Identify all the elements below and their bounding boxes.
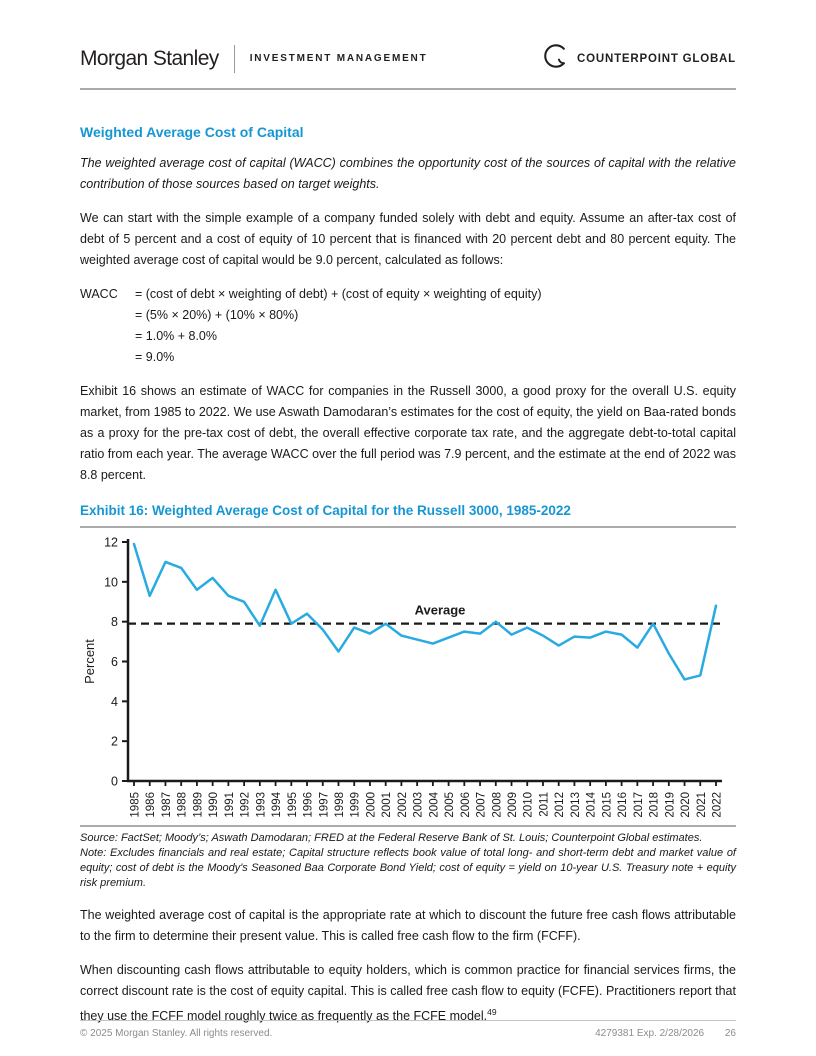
- page-footer: [80, 1020, 736, 1039]
- x-tick-label: 1998: [333, 792, 346, 818]
- x-tick-label: 1991: [223, 792, 236, 818]
- x-tick-label: 2010: [522, 792, 535, 818]
- x-tick-label: 1989: [192, 792, 205, 818]
- formula-line-4: = 9.0%: [135, 350, 175, 364]
- x-tick-label: 1987: [160, 792, 173, 818]
- formula-line-3: = 1.0% + 8.0%: [135, 329, 218, 343]
- x-tick-label: 1985: [129, 792, 142, 818]
- x-tick-label: 2009: [507, 792, 520, 818]
- lede-paragraph: The weighted average cost of capital (WACC) combines the opportunity cost of the sources of capital with the relative contribution of those sources based on target weights.: [80, 156, 736, 191]
- x-tick-label: 1996: [302, 792, 315, 818]
- x-tick-label: 2004: [428, 792, 441, 818]
- document-id: 4279381 Exp. 2/28/2026: [595, 1028, 705, 1039]
- division-label: INVESTMENT MANAGEMENT: [249, 53, 428, 64]
- x-tick-label: 2008: [491, 792, 504, 818]
- x-tick-label: 2018: [648, 792, 661, 818]
- x-tick-label: 2000: [365, 792, 378, 818]
- paragraph-wacc-example: We can start with the simple example of a company funded solely with debt and equity. Assume an after-tax cost of debt of 5 percent and a cost of equity of 10 percent that is financed with 20 percent debt and 80 percent equity. The weighted average cost of capital would be 9.0 percent, calculated as follows:: [80, 211, 736, 267]
- x-tick-label: 2016: [617, 792, 630, 818]
- x-tick-label: 2005: [444, 792, 457, 818]
- formula-line-1: = (cost of debt × weighting of debt) + (cost of equity × weighting of equity): [135, 287, 542, 301]
- x-tick-label: 1994: [271, 792, 284, 818]
- y-tick-label: 4: [111, 694, 118, 709]
- x-tick-label: 2014: [585, 792, 598, 818]
- page-header: [80, 0, 736, 75]
- x-tick-label: 2020: [680, 792, 693, 818]
- x-tick-label: 1990: [208, 792, 221, 818]
- footer-right: [577, 1028, 736, 1039]
- y-tick-label: 12: [104, 535, 118, 550]
- y-axis-title: Percent: [82, 639, 97, 684]
- exhibit-note: Note: Excludes financials and real estate; Capital structure reflects book value of total long- and short-term debt and market value of equity; cost of debt is the Moody's Seasoned Baa Corporate Bond Yield; cost of equity = yield on 10-year U.S. Treasury note + equity risk premium.: [80, 847, 736, 889]
- x-tick-label: 2021: [695, 792, 708, 818]
- y-tick-label: 8: [111, 615, 118, 630]
- section-title: Weighted Average Cost of Capital: [80, 124, 304, 140]
- formula-line-2: = (5% × 20%) + (10% × 80%): [135, 308, 299, 322]
- counterpoint-global-brand: [542, 42, 736, 75]
- wacc-line-chart: [80, 528, 736, 825]
- average-label: Average: [414, 602, 466, 618]
- morgan-stanley-brand: [80, 45, 428, 73]
- x-tick-label: 1988: [176, 792, 189, 818]
- morgan-stanley-logo: Morgan Stanley: [80, 46, 219, 70]
- page-number: 26: [724, 1028, 736, 1039]
- x-tick-label: 2011: [538, 792, 551, 817]
- y-tick-label: 6: [111, 655, 118, 669]
- y-tick-label: 10: [104, 575, 118, 590]
- counterpoint-global-label: COUNTERPOINT GLOBAL: [577, 52, 736, 65]
- header-rule: [80, 88, 736, 90]
- x-tick-label: 1992: [239, 792, 252, 818]
- x-tick-label: 2013: [569, 792, 582, 818]
- wacc-formula: [80, 284, 736, 368]
- x-tick-label: 2007: [475, 792, 488, 818]
- x-tick-label: 2015: [601, 792, 614, 818]
- x-tick-label: 2019: [664, 792, 677, 818]
- x-tick-label: 2001: [381, 792, 394, 818]
- formula-label: WACC: [80, 287, 118, 301]
- copyright-text: © 2025 Morgan Stanley. All rights reserved.: [80, 1028, 273, 1039]
- x-tick-label: 2022: [711, 792, 724, 818]
- exhibit-title: Exhibit 16: Weighted Average Cost of Capital for the Russell 3000, 1985-2022: [80, 503, 571, 518]
- x-tick-label: 2006: [459, 792, 472, 818]
- counterpoint-global-icon: [542, 42, 570, 75]
- y-tick-label: 2: [111, 734, 118, 749]
- x-tick-label: 1997: [318, 792, 331, 818]
- x-tick-label: 1986: [145, 792, 158, 818]
- x-tick-label: 2002: [396, 792, 409, 818]
- footnote-reference: 49: [487, 1006, 497, 1017]
- paragraph-exhibit-intro: Exhibit 16 shows an estimate of WACC for companies in the Russell 3000, a good proxy for the overall U.S. equity market, from 1985 to 2022. We use Aswath Damodaran’s estimates for the cost of equity, the yield on Baa-rated bonds as a proxy for the pre-tax cost of debt, the overall effective corporate tax rate, and the aggregate debt-to-total capital ratio from each year. The average WACC over the full period was 7.9 percent, and the estimate at the end of 2022 was 8.8 percent.: [80, 384, 736, 482]
- x-tick-label: 2017: [632, 792, 645, 818]
- x-tick-label: 1993: [255, 792, 268, 818]
- y-tick-label: 0: [111, 774, 118, 789]
- paragraph-fcfe: When discounting cash flows attributable to equity holders, which is common practice for financial services firms, the correct discount rate is the cost of equity capital. This is called free cash flow to equity (FCFE). Practitioners report that they use the FCFF model roughly twice as frequently as the FCFE model.$^{49}$: [80, 962, 736, 1023]
- x-tick-label: 1999: [349, 792, 362, 818]
- x-tick-label: 2003: [412, 792, 425, 818]
- header-divider: [234, 45, 235, 73]
- exhibit-source: Source: FactSet; Moody’s; Aswath Damodaran; FRED at the Federal Reserve Bank of St. Louis; Counterpoint Global estimates.: [80, 832, 703, 844]
- paragraph-fcff: The weighted average cost of capital is the appropriate rate at which to discount the future free cash flows attributable to the firm to determine their present value. This is called free cash flow to the firm (FCFF).: [80, 908, 736, 943]
- exhibit-chart-container: [80, 526, 736, 827]
- x-tick-label: 1995: [286, 792, 299, 818]
- x-tick-label: 2012: [554, 792, 567, 818]
